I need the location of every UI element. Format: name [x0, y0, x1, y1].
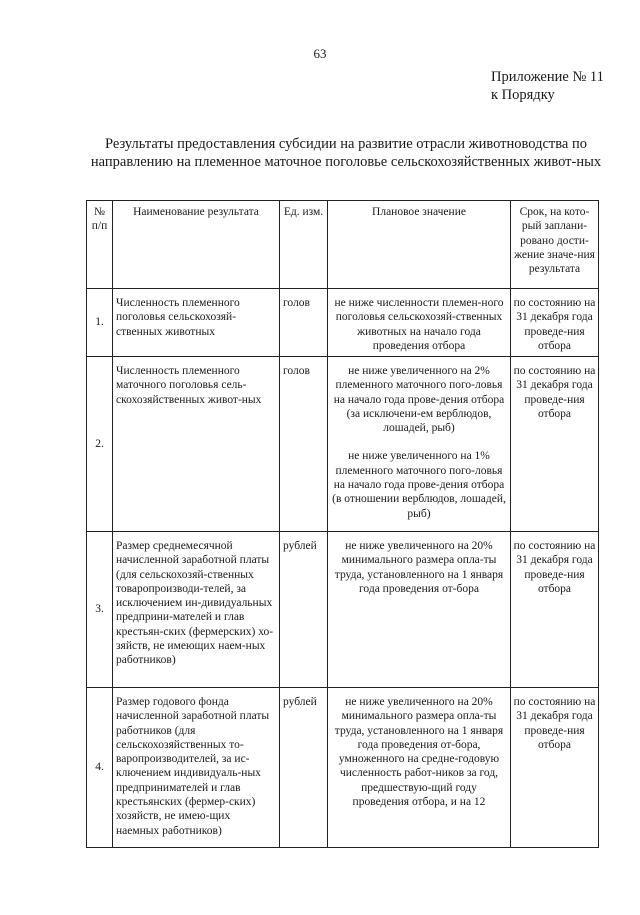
table-row [87, 688, 599, 848]
planned-value [328, 289, 511, 357]
header-unit: Ед. изм. [280, 201, 328, 289]
row-number: 1. [87, 289, 113, 357]
unit-of-measure: рублей [280, 688, 328, 848]
achievement-deadline: по состоянию на 31 декабря года проведе-ния отбора [511, 289, 599, 357]
achievement-deadline: по состоянию на 31 декабря года проведе-ния отбора [511, 688, 599, 848]
unit-of-measure: рублей [280, 532, 328, 688]
achievement-deadline: по состоянию на 31 декабря года проведе-ния отбора [511, 532, 599, 688]
planned-value [328, 688, 511, 848]
result-name: Численность племенного поголовья сельскохозяй-ственных животных [113, 289, 280, 357]
header-num: № п/п [87, 201, 113, 289]
table-row [87, 532, 599, 688]
row-number: 2. [87, 357, 113, 532]
document-title: Результаты предоставления субсидии на развитие отрасли животноводства по направлению на племенное маточное поголовье сельскохозяйственных живот-ных [90, 136, 602, 170]
appendix-number: Приложение № 11 [491, 69, 604, 85]
planned-value-text: не ниже численности племен-ного поголовья сельскохозяй-ственных животных на начало года проведения отбора [334, 297, 504, 352]
result-name: Размер среднемесячной начисленной заработной платы (для сельскохозяй-ственных товаропроизводи-телей, за исключением ин-дивидуальных предприни-мателей и глав крестьян-ских (фермерских) хо-зяйств, не имеющих наем-ных работников) [113, 532, 280, 688]
planned-value-text: не ниже увеличенного на 20% минимального размера опла-ты труда, установленного на 1 января года проведения от-бора, умноженного на средне-годовую численность работ-ников за год, предшествую-щий году проведения отбора, и на 12 [334, 696, 504, 809]
row-number: 4. [87, 688, 113, 848]
planned-value [328, 357, 511, 532]
table-row [87, 357, 599, 532]
result-name: Численность племенного маточного поголовья сель-скохозяйственных живот-ных [113, 357, 280, 532]
page-number: 63 [313, 46, 327, 61]
header-plan: Плановое значение [328, 201, 511, 289]
planned-value-text: не ниже увеличенного на 1% племенного маточного пого-ловья на начало года прове-дения отбора (в отношении верблюдов, лошадей, рыб) [332, 450, 506, 520]
appendix-order-ref: к Порядку [491, 87, 555, 103]
planned-value-text: не ниже увеличенного на 2% племенного маточного пого-ловья на начало года прове-дения отбора (за исключени-ем верблюдов, лошадей, рыб) [333, 365, 505, 435]
header-term: Срок, на кото-рый заплани-ровано дости-жение значе-ния результата [511, 201, 599, 289]
planned-value [328, 532, 511, 688]
results-table [86, 200, 599, 848]
header-name: Наименование результата [113, 201, 280, 289]
achievement-deadline: по состоянию на 31 декабря года проведе-ния отбора [511, 357, 599, 532]
unit-of-measure: голов [280, 357, 328, 532]
result-name: Размер годового фонда начисленной заработной платы работников (для сельскохозяйственных то-варопроизводителей, за ис-ключением индивидуаль-ных предпринимателей и глав крестьянских (фермер-ских) хозяйств, не имею-щих наемных работников) [113, 688, 280, 848]
table-header-row [87, 201, 599, 289]
row-number: 3. [87, 532, 113, 688]
appendix-reference [491, 68, 631, 104]
table-row [87, 289, 599, 357]
unit-of-measure: голов [280, 289, 328, 357]
planned-value-text: не ниже увеличенного на 20% минимального размера опла-ты труда, установленного на 1 января года проведения от-бора [334, 540, 504, 595]
